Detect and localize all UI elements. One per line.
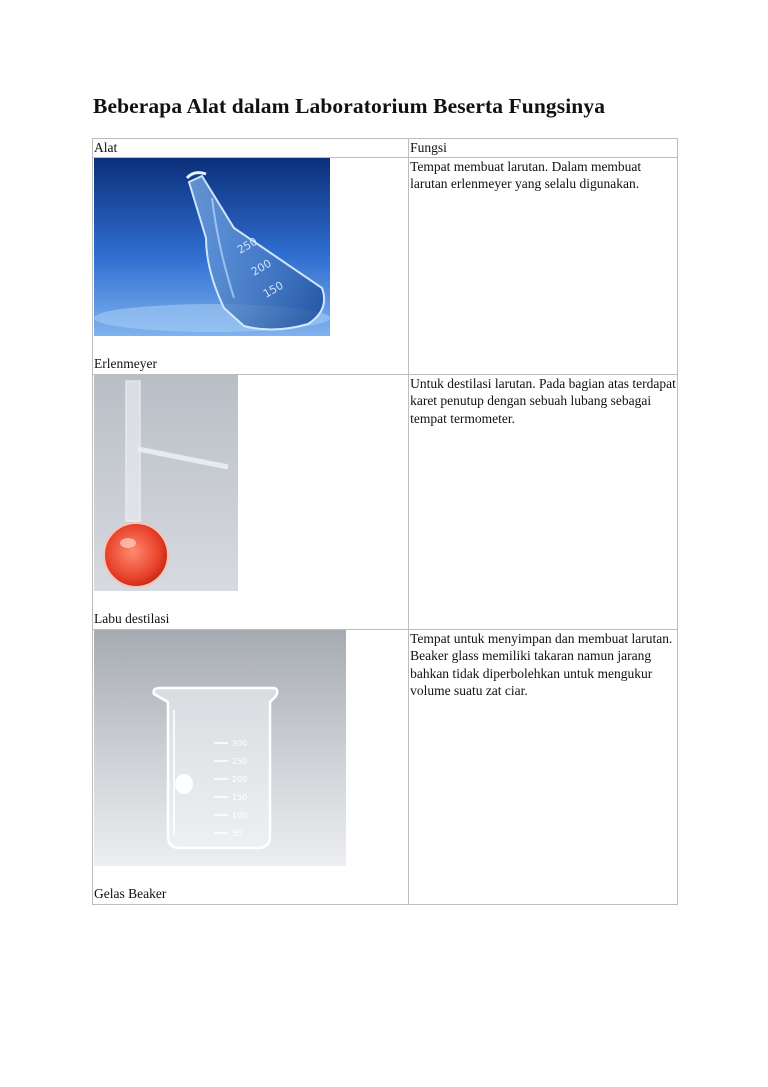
distillation-flask-photo	[94, 375, 407, 591]
beaker-mark-100: 100	[232, 810, 248, 820]
flask-mark-200: 200	[249, 256, 274, 279]
beaker-mark-200: 200	[232, 774, 248, 784]
fungsi-text: Tempat membuat larutan. Dalam membuat larutan erlenmeyer yang selalu digunakan.	[409, 157, 678, 374]
alat-name: Gelas Beaker	[94, 886, 167, 901]
beaker-mark-250: 250	[232, 756, 248, 766]
table-header-row	[93, 139, 678, 158]
alat-name: Labu destilasi	[94, 611, 170, 626]
table-row	[93, 157, 678, 374]
beaker-glass-photo	[94, 630, 407, 866]
header-fungsi: Fungsi	[409, 139, 678, 158]
alat-cell	[93, 374, 409, 629]
beaker-mark-300: 300	[232, 738, 248, 748]
beaker-mark-150: 150	[232, 792, 248, 802]
fungsi-text: Untuk destilasi larutan. Pada bagian atas terdapat karet penutup dengan sebuah lubang sebagai tempat termometer.	[409, 374, 678, 629]
erlenmeyer-flask-photo	[94, 158, 407, 336]
alat-cell	[93, 629, 409, 904]
beaker-mark-50: 50	[232, 828, 243, 838]
fungsi-text: Tempat untuk menyimpan dan membuat larutan. Beaker glass memiliki takaran namun jarang bahkan tidak diperbolehkan untuk mengukur volume suatu zat ciar.	[409, 629, 678, 904]
alat-name: Erlenmeyer	[94, 356, 157, 371]
flask-mark-250: 250	[235, 234, 260, 257]
table-row	[93, 374, 678, 629]
header-alat: Alat	[93, 139, 409, 158]
table-row	[93, 629, 678, 904]
alat-cell	[93, 157, 409, 374]
page-title: Beberapa Alat dalam Laboratorium Beserta Fungsinya	[93, 94, 606, 118]
lab-equipment-table	[92, 138, 678, 905]
flask-mark-150: 150	[261, 278, 286, 301]
